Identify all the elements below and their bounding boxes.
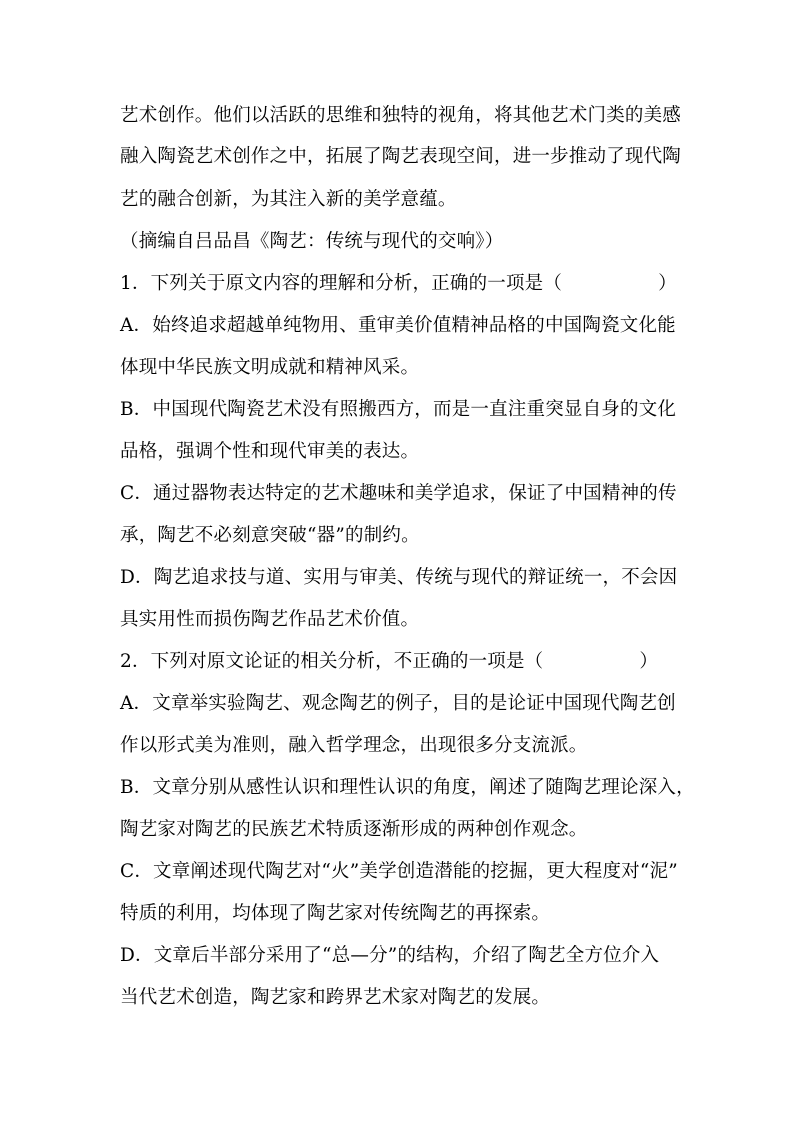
passage-source: （摘编自吕品昌《陶艺：传统与现代的交响》） — [120, 231, 504, 252]
passage-line: 艺的融合创新，为其注入新的美学意蕴。 — [120, 189, 457, 210]
question-1-option-c-cont: 承，陶艺不必刻意突破“器”的制约。 — [120, 525, 420, 546]
question-2-option-a: A．文章举实验陶艺、观念陶艺的例子，目的是论证中国现代陶艺创 — [120, 693, 676, 714]
question-2-stem — [120, 650, 680, 674]
question-2-option-d: D．文章后半部分采用了“总—分”的结构，介绍了陶艺全方位介入 — [120, 945, 660, 966]
question-1-option-c: C．通过器物表达特定的艺术趣味和美学追求，保证了中国精神的传 — [120, 483, 677, 504]
question-1-option-d-cont: 具实用性而损伤陶艺作品艺术价值。 — [120, 609, 420, 630]
question-1-option-b-cont: 品格，强调个性和现代审美的表达。 — [120, 441, 420, 462]
question-2-option-c-cont: 特质的利用，均体现了陶艺家对传统陶艺的再探索。 — [120, 903, 551, 924]
question-1-option-b: B．中国现代陶瓷艺术没有照搬西方，而是一直注重突显自身的文化 — [120, 399, 677, 420]
question-1-option-a-cont: 体现中华民族文明成就和精神风采。 — [120, 357, 420, 378]
question-2-stem-text: 2．下列对原文论证的相关分析，不正确的一项是（ — [120, 651, 544, 672]
question-2-option-a-cont: 作以形式美为准则，融入哲学理念，出现很多分支流派。 — [120, 735, 588, 756]
question-2-option-b: B．文章分别从感性认识和理性认识的角度，阐述了随陶艺理论深入， — [120, 777, 695, 798]
passage-line: 融入陶瓷艺术创作之中，拓展了陶艺表现空间，进一步推动了现代陶 — [120, 146, 682, 167]
question-2-stem-close: ） — [639, 651, 659, 672]
question-1-option-a: A．始终追求超越单纯物用、重审美价值精神品格的中国陶瓷文化能 — [120, 315, 676, 336]
question-1-stem-close: ） — [658, 273, 677, 294]
question-1-stem — [120, 272, 680, 296]
question-2-option-c: C．文章阐述现代陶艺对“火”美学创造潜能的挖掘，更大程度对“泥” — [120, 861, 678, 882]
question-2-option-b-cont: 陶艺家对陶艺的民族艺术特质逐渐形成的两种创作观念。 — [120, 819, 588, 840]
question-1-stem-text: 1．下列关于原文内容的理解和分析，正确的一项是（ — [120, 273, 563, 294]
question-2-option-d-cont: 当代艺术创造，陶艺家和跨界艺术家对陶艺的发展。 — [120, 987, 551, 1008]
question-1-option-d: D．陶艺追求技与道、实用与审美、传统与现代的辩证统一，不会因 — [120, 567, 678, 588]
passage-line: 艺术创作。他们以活跃的思维和独特的视角，将其他艺术门类的美感 — [120, 105, 682, 126]
